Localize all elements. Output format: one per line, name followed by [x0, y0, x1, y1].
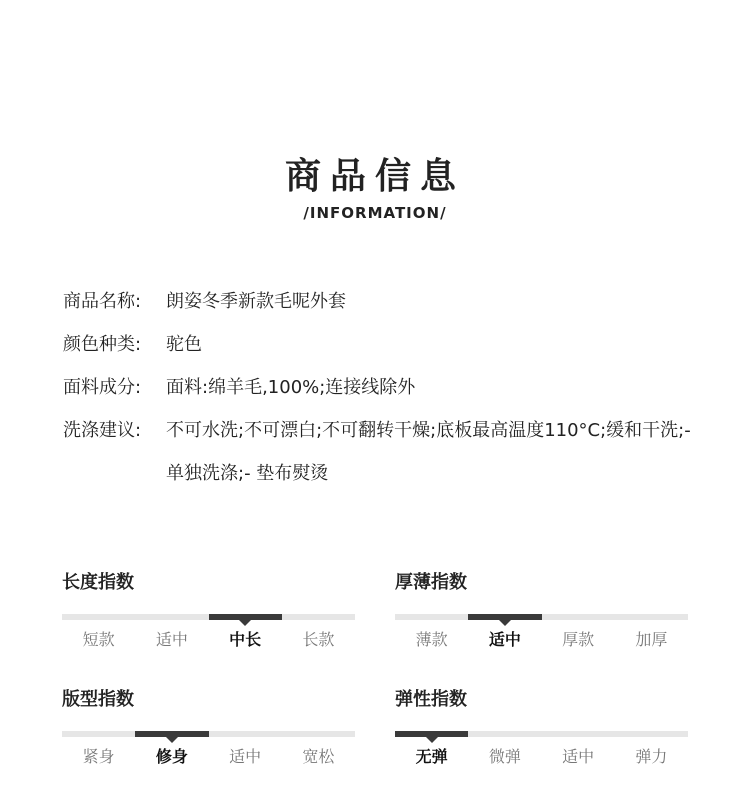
index-track	[62, 731, 355, 737]
index-title: 弹性指数	[395, 689, 467, 710]
product-info-list	[63, 280, 703, 495]
index-option: 适中	[229, 747, 262, 766]
fit-index	[62, 687, 355, 769]
index-option: 紧身	[82, 747, 115, 766]
index-title: 厚薄指数	[395, 572, 467, 593]
index-option: 宽松	[302, 747, 335, 766]
elasticity-index	[395, 687, 688, 769]
index-option: 中长	[229, 630, 262, 649]
thickness-index	[395, 570, 688, 652]
index-option: 修身	[155, 747, 188, 766]
index-indicator	[135, 731, 208, 737]
index-option: 适中	[155, 630, 188, 649]
index-title: 长度指数	[62, 572, 134, 593]
info-row-color	[63, 323, 703, 366]
index-option: 厚款	[562, 630, 595, 649]
index-option: 适中	[488, 630, 521, 649]
info-label: 颜色种类:	[63, 334, 142, 355]
length-index	[62, 570, 355, 652]
info-value: 朗姿冬季新款毛呢外套	[166, 291, 346, 312]
index-option: 短款	[82, 630, 115, 649]
index-track	[395, 614, 688, 620]
info-row-name	[63, 280, 703, 323]
index-track	[395, 731, 688, 737]
page-title: 商品信息	[284, 156, 465, 197]
info-value: 面料:绵羊毛,100%;连接线除外	[166, 377, 416, 398]
index-indicator	[209, 614, 282, 620]
index-option: 无弹	[415, 747, 448, 766]
info-label: 面料成分:	[63, 377, 142, 398]
info-row-material	[63, 366, 703, 409]
index-indicator	[395, 731, 468, 737]
index-track	[62, 614, 355, 620]
index-option: 弹力	[635, 747, 668, 766]
index-option: 薄款	[415, 630, 448, 649]
info-row-washing	[63, 409, 703, 495]
index-option: 适中	[562, 747, 595, 766]
index-option: 微弹	[488, 747, 521, 766]
info-label: 商品名称:	[63, 291, 142, 312]
info-label: 洗涤建议:	[63, 420, 142, 441]
index-indicator	[468, 614, 541, 620]
page-subtitle: /INFORMATION/	[303, 204, 447, 222]
info-value: 驼色	[166, 334, 202, 355]
info-value: 不可水洗;不可漂白;不可翻转干燥;底板最高温度110°C;缓和干洗;- 单独洗涤;- 垫布熨烫	[166, 420, 691, 484]
index-option: 长款	[302, 630, 335, 649]
index-option: 加厚	[635, 630, 668, 649]
index-title: 版型指数	[62, 689, 134, 710]
